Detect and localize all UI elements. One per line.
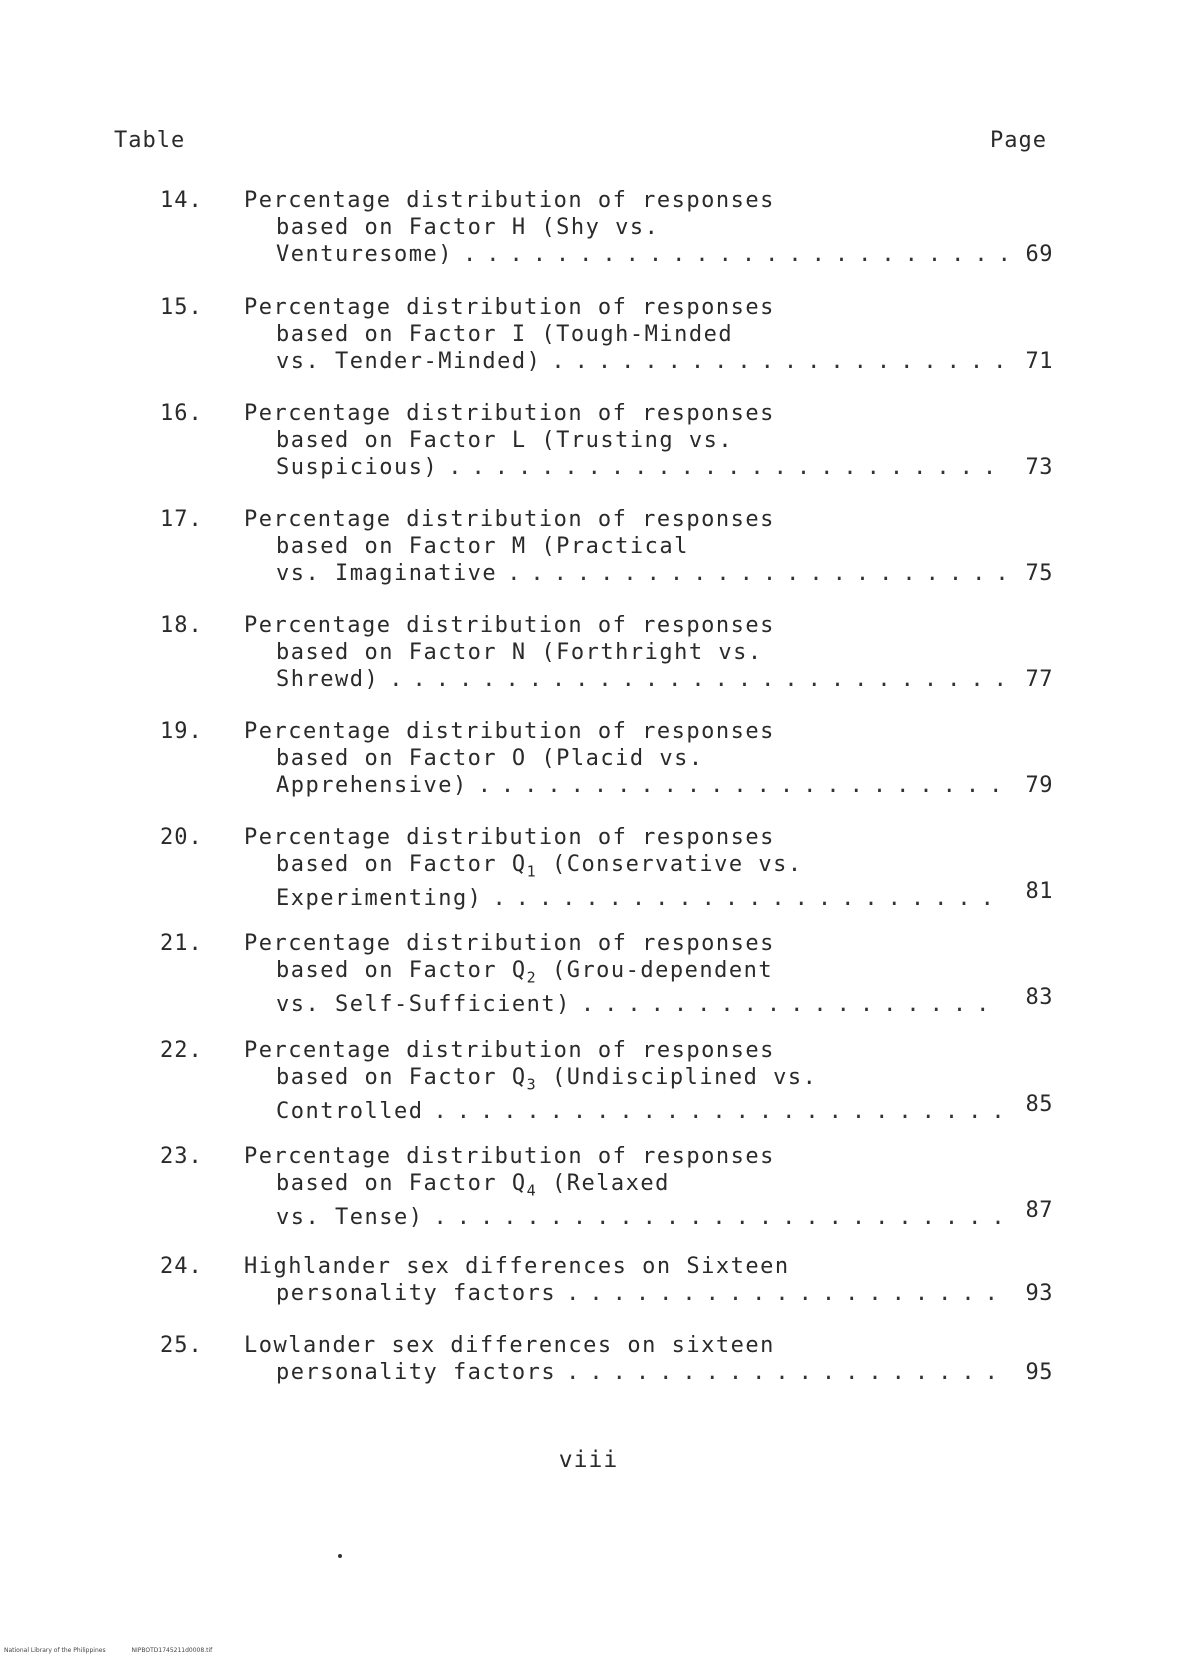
leader-dots: ......................... bbox=[433, 1205, 1015, 1231]
caption-line bbox=[244, 957, 944, 991]
caption-text: Percentage distribution of responses bbox=[244, 931, 775, 956]
caption-line bbox=[244, 851, 944, 885]
caption-line-last bbox=[244, 666, 1017, 693]
caption-text: Percentage distribution of responses bbox=[244, 295, 775, 320]
page-reference: 85 bbox=[1025, 1092, 1053, 1117]
table-number: 15. bbox=[160, 295, 203, 320]
caption-line-last bbox=[244, 241, 1021, 268]
page-reference: 95 bbox=[1025, 1360, 1053, 1385]
table-number: 16. bbox=[160, 401, 203, 426]
table-number: 23. bbox=[160, 1144, 203, 1169]
table-caption bbox=[244, 612, 1017, 693]
caption-line bbox=[244, 1143, 944, 1170]
scan-library-name: National Library of the Philippines bbox=[4, 1647, 106, 1654]
table-caption bbox=[244, 1143, 1015, 1231]
table-caption bbox=[244, 400, 1007, 481]
caption-line bbox=[244, 1037, 944, 1064]
caption-text: based on Factor $Q_3$ (Undisciplined vs. bbox=[276, 1065, 818, 1094]
caption-text: Percentage distribution of responses bbox=[244, 613, 775, 638]
leader-dots: ........................... bbox=[389, 667, 1017, 692]
caption-line bbox=[244, 1064, 944, 1098]
caption-line-last bbox=[244, 348, 1017, 375]
leader-dots: .................... bbox=[551, 349, 1017, 374]
caption-line-last bbox=[244, 991, 1000, 1018]
caption-text: based on Factor I (Tough-Minded bbox=[276, 322, 734, 347]
caption-text: vs. Tense) bbox=[276, 1205, 424, 1231]
table-caption bbox=[244, 506, 1019, 587]
caption-text: Percentage distribution of responses bbox=[244, 1038, 775, 1063]
caption-text: Controlled bbox=[276, 1099, 424, 1125]
leader-dots: ...................... bbox=[507, 561, 1019, 586]
caption-text: personality factors bbox=[276, 1281, 557, 1306]
table-caption bbox=[244, 824, 1004, 912]
caption-text: based on Factor $Q_1$ (Conservative vs. bbox=[276, 852, 803, 881]
leader-dots: .................. bbox=[580, 992, 1000, 1018]
page-reference: 71 bbox=[1025, 349, 1053, 374]
caption-text: Suspicious) bbox=[276, 455, 439, 480]
caption-line-last bbox=[244, 560, 1019, 587]
caption-line bbox=[244, 1170, 944, 1204]
caption-line bbox=[244, 612, 944, 639]
caption-line bbox=[244, 506, 944, 533]
caption-line bbox=[244, 930, 944, 957]
page-reference: 83 bbox=[1025, 985, 1053, 1010]
table-number: 17. bbox=[160, 507, 203, 532]
table-number: 22. bbox=[160, 1038, 203, 1063]
caption-text: Percentage distribution of responses bbox=[244, 1144, 775, 1169]
caption-line-last bbox=[244, 885, 1004, 912]
caption-text: based on Factor M (Practical bbox=[276, 534, 689, 559]
caption-line-last bbox=[244, 1204, 1015, 1231]
caption-line bbox=[244, 400, 944, 427]
page-reference: 73 bbox=[1025, 455, 1053, 480]
caption-line bbox=[244, 214, 944, 241]
caption-line-last bbox=[244, 1280, 1008, 1307]
table-caption bbox=[244, 1037, 1015, 1125]
caption-line bbox=[244, 1253, 944, 1280]
caption-text: Percentage distribution of responses bbox=[244, 507, 775, 532]
caption-text: Percentage distribution of responses bbox=[244, 825, 775, 850]
caption-text: based on Factor L (Trusting vs. bbox=[276, 428, 734, 453]
caption-text: vs. Imaginative bbox=[276, 561, 498, 586]
caption-text: personality factors bbox=[276, 1360, 557, 1385]
caption-text: based on Factor N (Forthright vs. bbox=[276, 640, 763, 665]
caption-text: Highlander sex differences on Sixteen bbox=[244, 1254, 790, 1279]
caption-text: based on Factor O (Placid vs. bbox=[276, 746, 704, 771]
table-caption bbox=[244, 930, 1000, 1018]
page-reference: 69 bbox=[1025, 242, 1053, 267]
table-number: 25. bbox=[160, 1333, 203, 1358]
caption-line-last bbox=[244, 772, 1013, 799]
caption-line bbox=[244, 321, 944, 348]
leader-dots: ....................... bbox=[477, 773, 1013, 798]
caption-text: vs. Tender-Minded) bbox=[276, 349, 542, 374]
leader-dots: ........................ bbox=[448, 455, 1007, 480]
table-number: 14. bbox=[160, 188, 203, 213]
caption-text: based on Factor $Q_4$ (Relaxed bbox=[276, 1171, 670, 1200]
leader-dots: ................... bbox=[566, 1360, 1008, 1385]
table-number: 20. bbox=[160, 825, 203, 850]
caption-text: based on Factor $Q_2$ (Grou-dependent bbox=[276, 958, 774, 987]
page-reference: 79 bbox=[1025, 773, 1053, 798]
caption-line bbox=[244, 718, 944, 745]
table-caption bbox=[244, 1332, 1008, 1386]
caption-line bbox=[244, 533, 944, 560]
caption-line bbox=[244, 824, 944, 851]
table-number: 18. bbox=[160, 613, 203, 638]
table-number: 21. bbox=[160, 931, 203, 956]
leader-dots: ...................... bbox=[492, 886, 1004, 912]
leader-dots: ........................ bbox=[462, 242, 1021, 267]
caption-line bbox=[244, 427, 944, 454]
scan-strip bbox=[4, 1647, 236, 1654]
leader-dots: ................... bbox=[566, 1281, 1008, 1306]
caption-text: Lowlander sex differences on sixteen bbox=[244, 1333, 775, 1358]
table-column-label: Table bbox=[114, 128, 186, 153]
table-caption bbox=[244, 718, 1013, 799]
page-reference: 81 bbox=[1025, 879, 1053, 904]
caption-line-last bbox=[244, 1098, 1015, 1125]
leader-dots: ......................... bbox=[433, 1099, 1015, 1125]
caption-line bbox=[244, 187, 944, 214]
caption-text: Percentage distribution of responses bbox=[244, 401, 775, 426]
page-reference: 75 bbox=[1025, 561, 1053, 586]
caption-line bbox=[244, 639, 944, 666]
table-number: 24. bbox=[160, 1254, 203, 1279]
caption-text: Experimenting) bbox=[276, 886, 483, 912]
page-column-label: Page bbox=[990, 128, 1047, 153]
caption-text: Shrewd) bbox=[276, 667, 380, 692]
caption-line-last bbox=[244, 1359, 1008, 1386]
scan-file-name: NIPBOTD1745211d0008.tif bbox=[131, 1647, 213, 1654]
caption-text: vs. Self-Sufficient) bbox=[276, 992, 571, 1018]
table-number: 19. bbox=[160, 719, 203, 744]
caption-line-last bbox=[244, 454, 1007, 481]
caption-line bbox=[244, 1332, 944, 1359]
page-reference: 77 bbox=[1025, 667, 1053, 692]
page-reference: 93 bbox=[1025, 1281, 1053, 1306]
scan-speck bbox=[338, 1554, 342, 1558]
caption-line bbox=[244, 745, 944, 772]
page-number: viii bbox=[558, 1447, 619, 1473]
caption-line bbox=[244, 294, 944, 321]
caption-text: Apprehensive) bbox=[276, 773, 468, 798]
table-caption bbox=[244, 187, 1021, 268]
caption-text: Percentage distribution of responses bbox=[244, 188, 775, 213]
caption-text: Percentage distribution of responses bbox=[244, 719, 775, 744]
page-reference: 87 bbox=[1025, 1198, 1053, 1223]
table-caption bbox=[244, 1253, 1008, 1307]
caption-text: Venturesome) bbox=[276, 242, 453, 267]
table-caption bbox=[244, 294, 1017, 375]
caption-text: based on Factor H (Shy vs. bbox=[276, 215, 660, 240]
